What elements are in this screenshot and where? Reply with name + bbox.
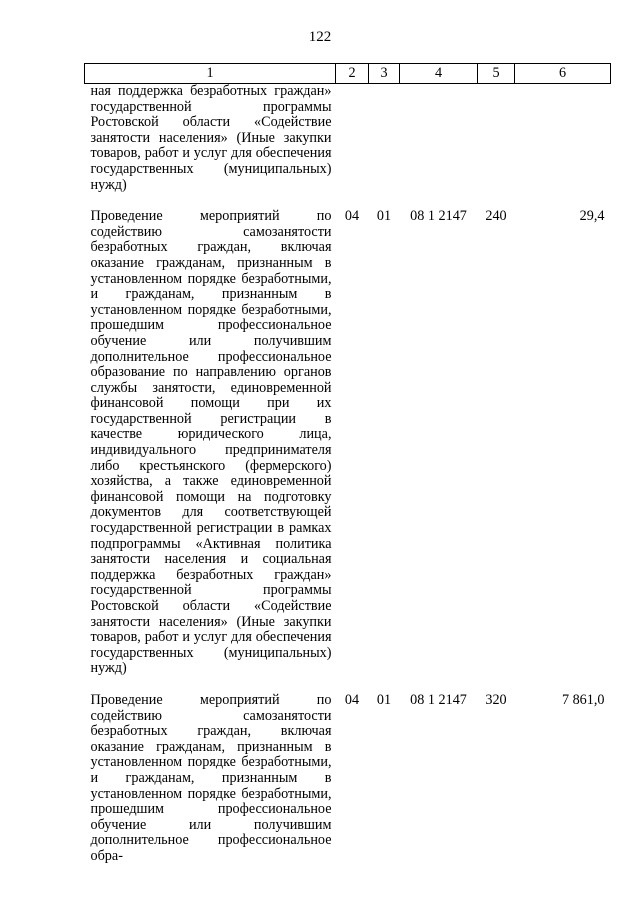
row-description: Проведение мероприятий по содействию самозанятости безработных граждан, включая оказание гражданам, признанным в установленном порядке безработными, и гражданам, признанным в установленном порядке безработными, прошедшим профессиональное обучение или получившим дополнительное профессиональное обра- <box>90 691 332 864</box>
header-col-3: 3 <box>369 64 400 84</box>
table-row <box>85 84 611 194</box>
table-row <box>85 677 611 865</box>
row-subsection: 01 <box>376 208 392 225</box>
row-expense-type: 320 <box>485 691 507 708</box>
row-expense-type <box>478 84 515 194</box>
table-row <box>85 193 611 677</box>
row-section: 04 <box>344 208 360 225</box>
header-col-2: 2 <box>336 64 369 84</box>
row-target-article: 08 1 2147 <box>410 208 467 225</box>
row-description: ная поддержка безработных граждан» государственной программы Ростовской области «Содействие занятости населения» (Иные закупки товаров, работ и услуг для обеспечения государственных (муниципальных) нужд) <box>90 83 332 193</box>
header-col-6: 6 <box>515 64 611 84</box>
table-header <box>85 64 611 84</box>
row-subsection: 01 <box>376 691 392 708</box>
row-amount <box>515 84 611 194</box>
header-col-4: 4 <box>400 64 478 84</box>
page-number: 122 <box>308 29 332 45</box>
row-section <box>336 84 369 194</box>
row-target-article <box>400 84 478 194</box>
header-row <box>85 64 611 84</box>
row-amount: 7 861,0 <box>561 691 605 708</box>
row-description: Проведение мероприятий по содействию самозанятости безработных граждан, включая оказание гражданам, признанным в установленном порядке безработными, и гражданам, признанным в установленном порядке безработными, прошедшим профессиональное обучение или получившим дополнительное профессиональное образование по направлению органов службы занятости, единовременной финансовой помощи при их государственной регистрации в качестве юридического лица, индивидуального предпринимателя либо крестьянского (фермерского) хозяйства, а также единовременной финансовой помощи на подготовку документов для соответствующей государственной регистрации в рамках подпрограммы «Активная политика занятости населения и социальная поддержка безработных граждан» государственной программы Ростовской области «Содействие занятости населения» (Иные закупки товаров, работ и услуг для обеспечения государственных (муниципальных) нужд) <box>90 208 332 677</box>
header-col-1: 1 <box>85 64 336 84</box>
row-subsection <box>369 84 400 194</box>
budget-table <box>84 63 611 865</box>
row-expense-type: 240 <box>485 208 507 225</box>
row-target-article: 08 1 2147 <box>410 691 467 708</box>
row-section: 04 <box>344 691 360 708</box>
row-amount: 29,4 <box>579 208 605 225</box>
header-col-5: 5 <box>478 64 515 84</box>
